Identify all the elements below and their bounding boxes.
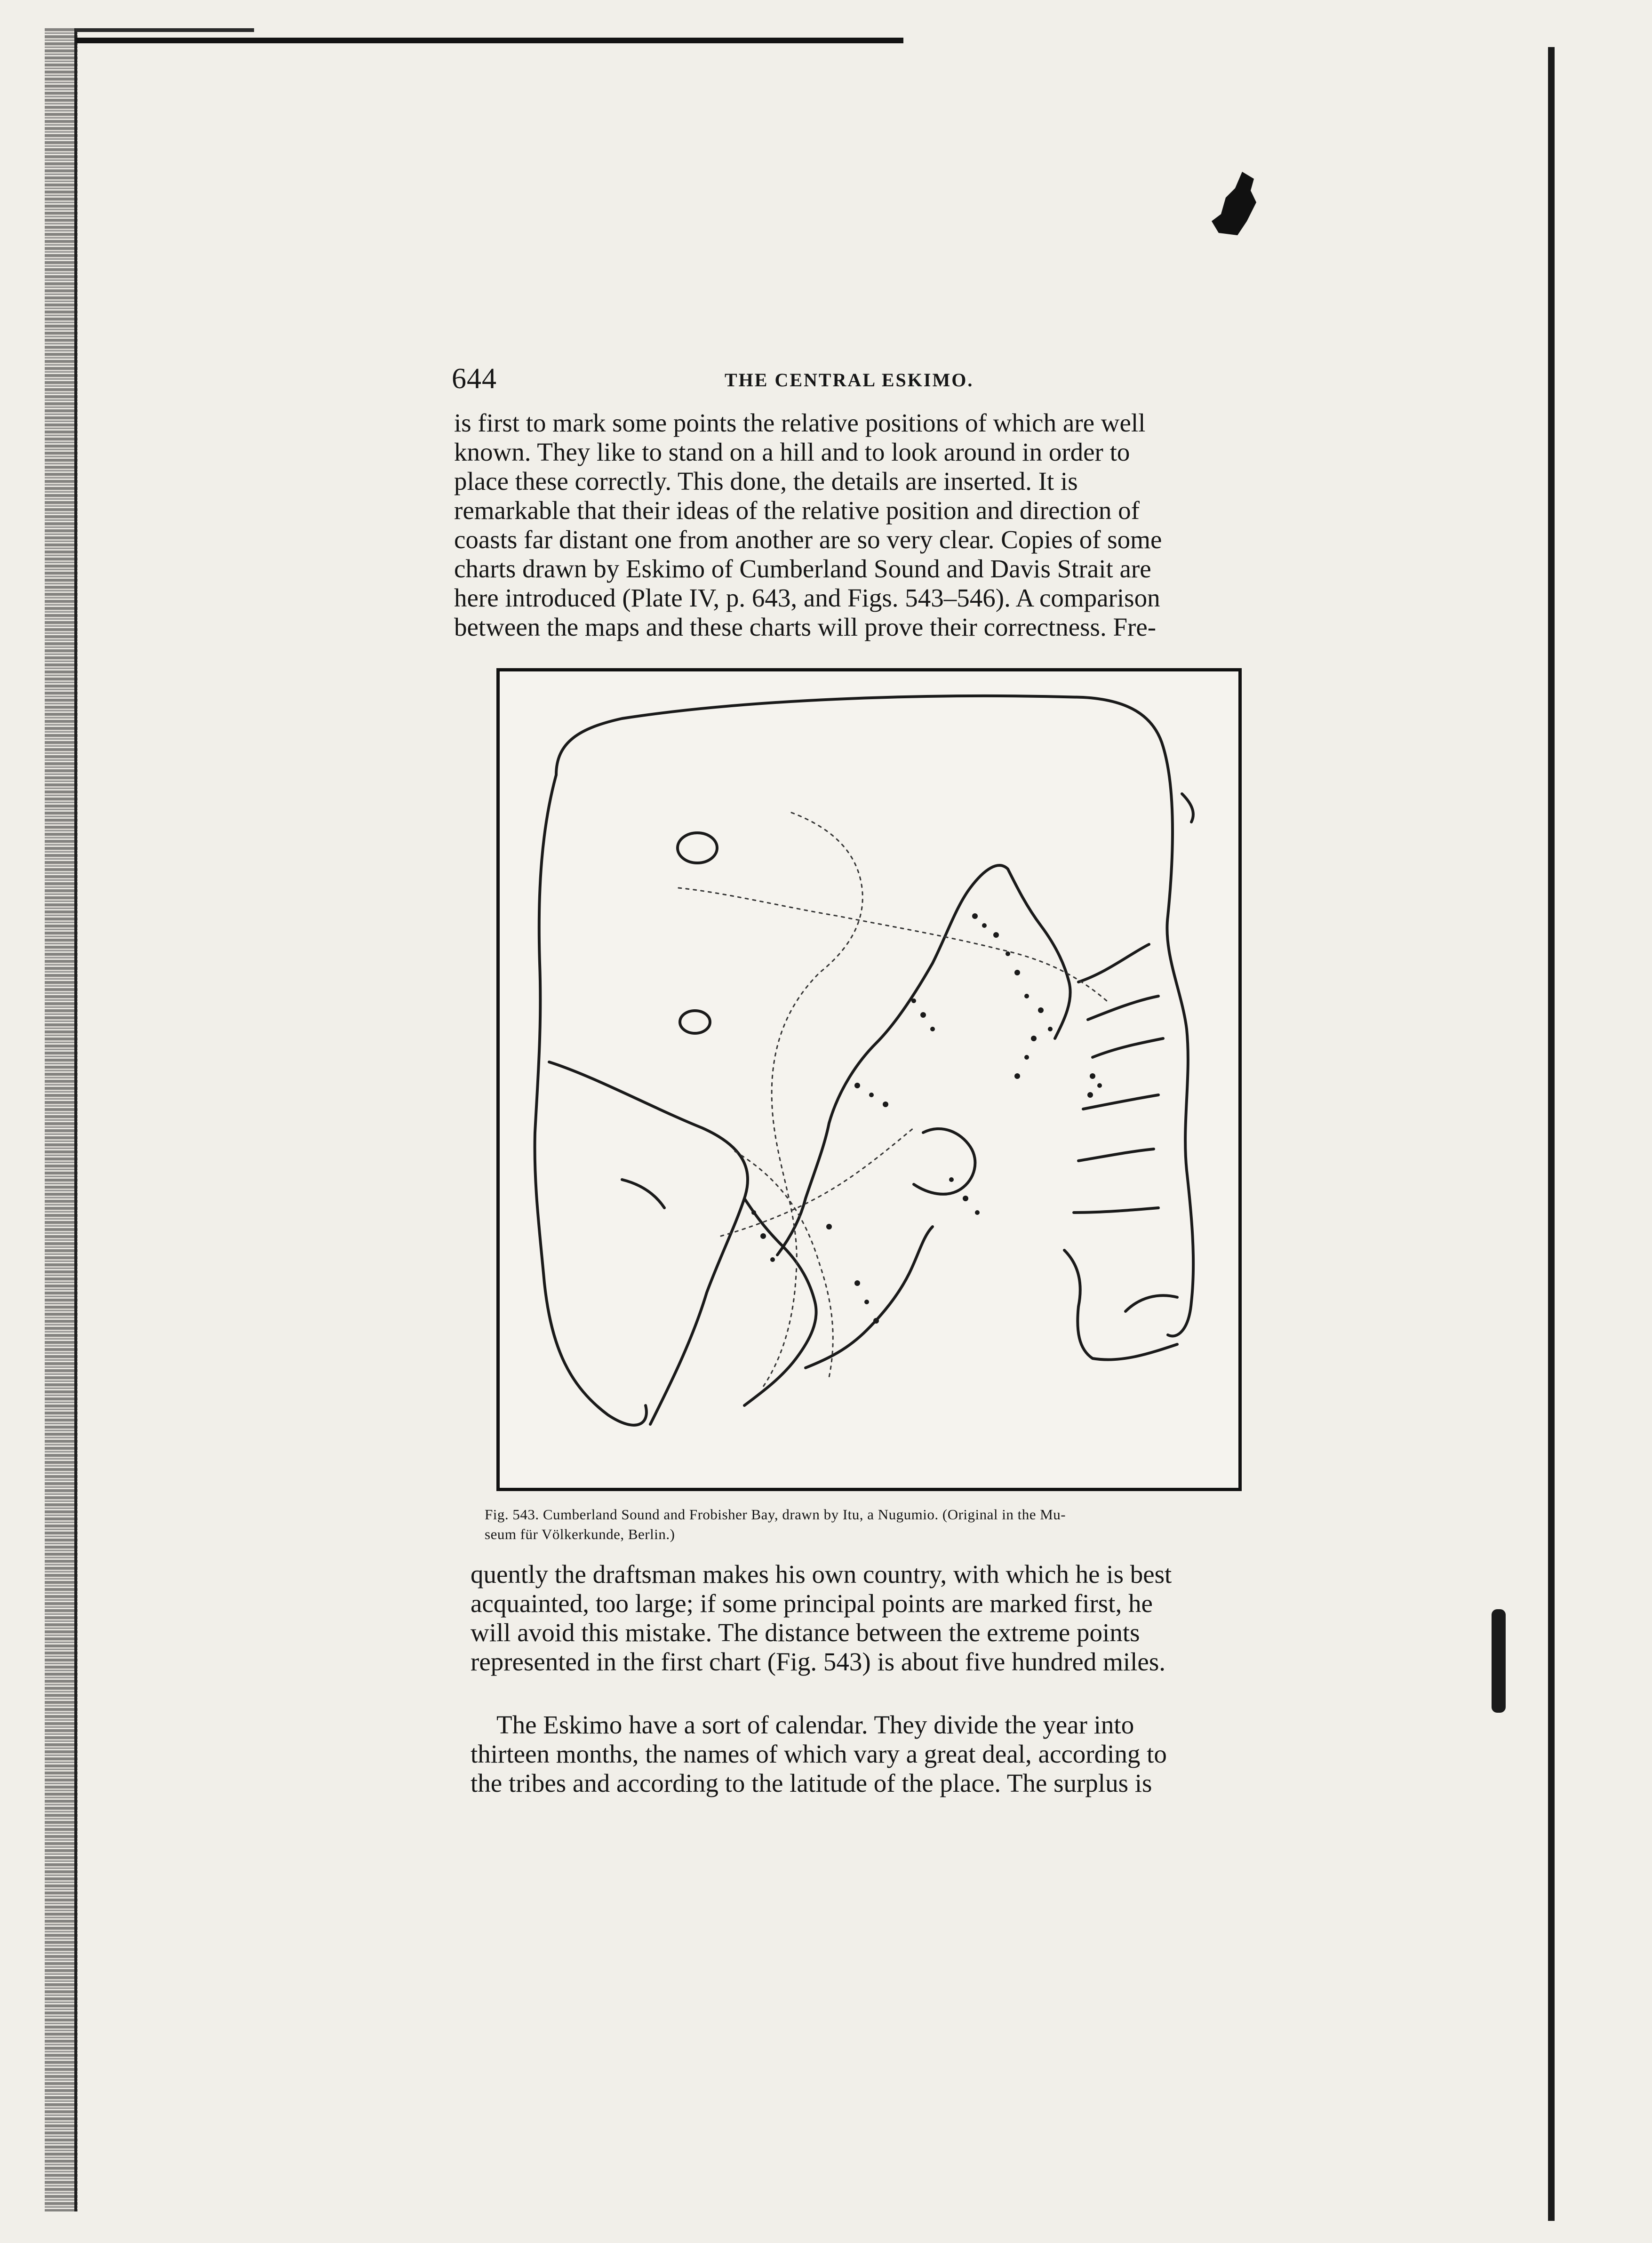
text-line: The Eskimo have a sort of calendar. They divide the year into — [496, 1710, 1134, 1739]
body-paragraph-bottom — [471, 1560, 1289, 1676]
text-line: here introduced (Plate IV, p. 643, and Figs. 543–546). A comparison — [454, 583, 1160, 612]
text-line: place these correctly. This done, the details are inserted. It is — [454, 467, 1078, 495]
text-line: represented in the first chart (Fig. 543) is about five hundred miles. — [471, 1647, 1165, 1676]
scan-right-edge — [1548, 47, 1555, 2221]
text-line: acquainted, too large; if some principal points are marked first, he — [471, 1589, 1153, 1618]
body-paragraph-calendar — [471, 1710, 1289, 1798]
caption-line: Fig. 543. Cumberland Sound and Frobisher Bay, drawn by Itu, a Nugumio. (Original in the Mu- — [485, 1506, 1066, 1523]
text-line: quently the draftsman makes his own country, with which he is best — [471, 1560, 1172, 1588]
scan-edge-left — [45, 28, 78, 2211]
text-line: known. They like to stand on a hill and to look around in order to — [454, 438, 1130, 466]
text-line: thirteen months, the names of which vary a great deal, according to — [471, 1740, 1167, 1768]
scan-right-mark — [1492, 1609, 1506, 1713]
text-line: is first to mark some points the relative positions of which are well — [454, 408, 1146, 437]
scan-top-mark — [75, 28, 254, 32]
text-line: the tribes and according to the latitude of the place. The surplus is — [471, 1769, 1152, 1797]
running-head — [452, 362, 1299, 395]
figure-caption — [485, 1505, 1285, 1544]
figure-chart-drawing — [496, 668, 1242, 1491]
text-line: coasts far distant one from another are so very clear. Copies of some — [454, 525, 1162, 554]
scan-edge-line — [74, 28, 77, 2211]
body-paragraph-top — [454, 408, 1292, 642]
text-line: between the maps and these charts will prove their correctness. Fre- — [454, 613, 1157, 641]
ink-blot — [1209, 169, 1261, 240]
coastline-drawing — [500, 671, 1238, 1488]
text-line: remarkable that their ideas of the relative position and direction of — [454, 496, 1140, 525]
running-title: THE CENTRAL ESKIMO. — [725, 369, 974, 391]
text-line: will avoid this mistake. The distance between the extreme points — [471, 1618, 1140, 1647]
scan-top-rule — [75, 38, 903, 43]
caption-line: seum für Völkerkunde, Berlin.) — [485, 1526, 675, 1542]
page-number: 644 — [452, 363, 497, 395]
text-line: charts drawn by Eskimo of Cumberland Sound and Davis Strait are — [454, 554, 1151, 583]
